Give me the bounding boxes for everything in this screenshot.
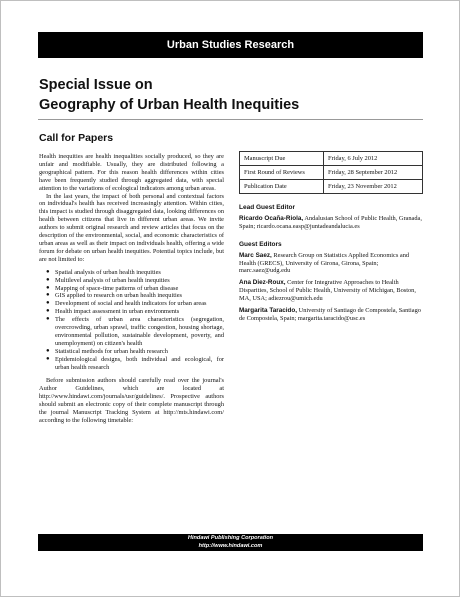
sidebar-column (239, 151, 424, 327)
journal-name: Urban Studies Research (166, 39, 295, 51)
timetable-date: Friday, 6 July 2012 (324, 152, 423, 166)
table-row (240, 152, 423, 166)
publisher-url[interactable]: http://www.hindawi.com (198, 542, 263, 549)
title-line-2: Geography of Urban Health Inequities (39, 97, 300, 113)
issue-title (39, 75, 429, 115)
body-paragraph-2: In the last years, the impact of both personal and contextual factors on individual's health has received increasingly attention. Within cities, this impact is studied through disaggregated data, looking differences on health between citizens that live in different urban areas. We invite authors to submit original research and review articles that focus on the description of the environmental, social, and economic characteristics of urban areas as well as their impact on individuals health, offering a wide forum for debate on urban health inequities. Potential topics include, but are not limited to: (39, 192, 224, 263)
timetable (239, 151, 423, 194)
bullet-icon: ● (46, 355, 50, 362)
bullet-icon: ● (46, 316, 50, 323)
guest-editors-heading: Guest Editors (239, 240, 282, 248)
list-item: ● Spatial analysis of urban health inequities (46, 268, 161, 276)
call-for-papers-heading: Call for Papers (39, 132, 114, 144)
bullet-icon: ● (46, 347, 50, 354)
title-divider (38, 119, 423, 120)
timetable-label: First Round of Reviews (240, 166, 324, 180)
table-row (240, 166, 423, 180)
topic-list (46, 269, 224, 372)
table-row (240, 180, 423, 194)
list-item: ● GIS applied to research on urban health inequities (46, 292, 183, 300)
guest-editor-entry (239, 279, 424, 303)
bullet-icon: ● (46, 300, 50, 307)
list-item: ● Multilevel analysis of urban health inequities (46, 276, 170, 284)
publisher-footer (38, 534, 423, 551)
body-paragraph-3: Before submission authors should carefully read over the journal's Author Guidelines, which are located at http://www.hindawi.com/journals/usr/guidelines/. Prospective authors should submit an electronic copy of their complete manuscript through the journal Manuscript Tracking System at http://mts.hindawi.com/ according to the following timetable: (39, 377, 224, 424)
guest-editor-entry (239, 252, 424, 276)
bullet-icon: ● (46, 268, 50, 275)
editor-affiliation: Andalusian School of Public Health, Granada, Spain; ricardo.ocana.easp@juntadeandalucia.es (239, 214, 422, 230)
list-item: ● Statistical methods for urban health research (46, 347, 168, 355)
publisher-name: Hindawi Publishing Corporation (187, 535, 274, 541)
list-item: ● Development of social and health indicators for urban areas (46, 300, 207, 308)
bullet-icon: ● (46, 308, 50, 315)
timetable-label: Publication Date (240, 180, 324, 194)
bullet-icon: ● (46, 284, 50, 291)
timetable-date: Friday, 23 November 2012 (324, 180, 423, 194)
guest-editor-entry (239, 307, 424, 323)
editor-name: Ana Diez-Roux, (239, 279, 286, 287)
editor-name: Margarita Taracido, (239, 307, 298, 315)
title-line-1: Special Issue on (39, 77, 153, 93)
lead-editor-entry (239, 215, 424, 231)
editor-affiliation: Center for Integrative Approaches to Health Disparities, School of Public Health, University of Michigan, Boston, MA, USA; adiezrou@umich.edu (239, 279, 416, 303)
timetable-label: Manuscript Due (240, 152, 324, 166)
editor-affiliation: University of Santiago de Compostela, Santiago de Compostela, Spain; margarita.taracido@usc.es (239, 307, 421, 322)
bullet-icon: ● (46, 276, 50, 283)
timetable-date: Friday, 28 September 2012 (324, 166, 423, 180)
lead-editor-heading: Lead Guest Editor (239, 204, 295, 211)
editor-affiliation: Research Group on Statistics Applied Economics and Health (GRECS), University of Girona, Girona, Spain; marc.saez@udg.edu (239, 251, 410, 275)
journal-banner (38, 32, 423, 58)
editor-name: Ricardo Ocaña-Riola, (239, 214, 304, 222)
list-item: ● The effects of urban area characteristics (segregation, overcrowding, urban sprawl, traffic congestion, housing shortage, environmental pollution, sustainable development, poverty, and unemployment) on citizen's health (46, 316, 224, 347)
body-column (39, 153, 224, 425)
editor-name: Marc Saez, (239, 251, 272, 259)
list-item: ● Mapping of space-time patterns of urban disease (46, 284, 179, 292)
body-paragraph-1: Health inequities are health inequalities socially produced, so they are unfair and modifiable. Usually, they are distributed following a geographical pattern. For this reason health differences within cities have been frequently studied through aggregated data, with special attention to the variations of ecological indicators among urban areas. (39, 153, 224, 192)
list-item: ● Health impact assessment in urban environments (46, 308, 180, 316)
bullet-icon: ● (46, 292, 50, 299)
list-item: ● Epidemiological designs, both individual and ecological, for urban health research (46, 355, 224, 371)
